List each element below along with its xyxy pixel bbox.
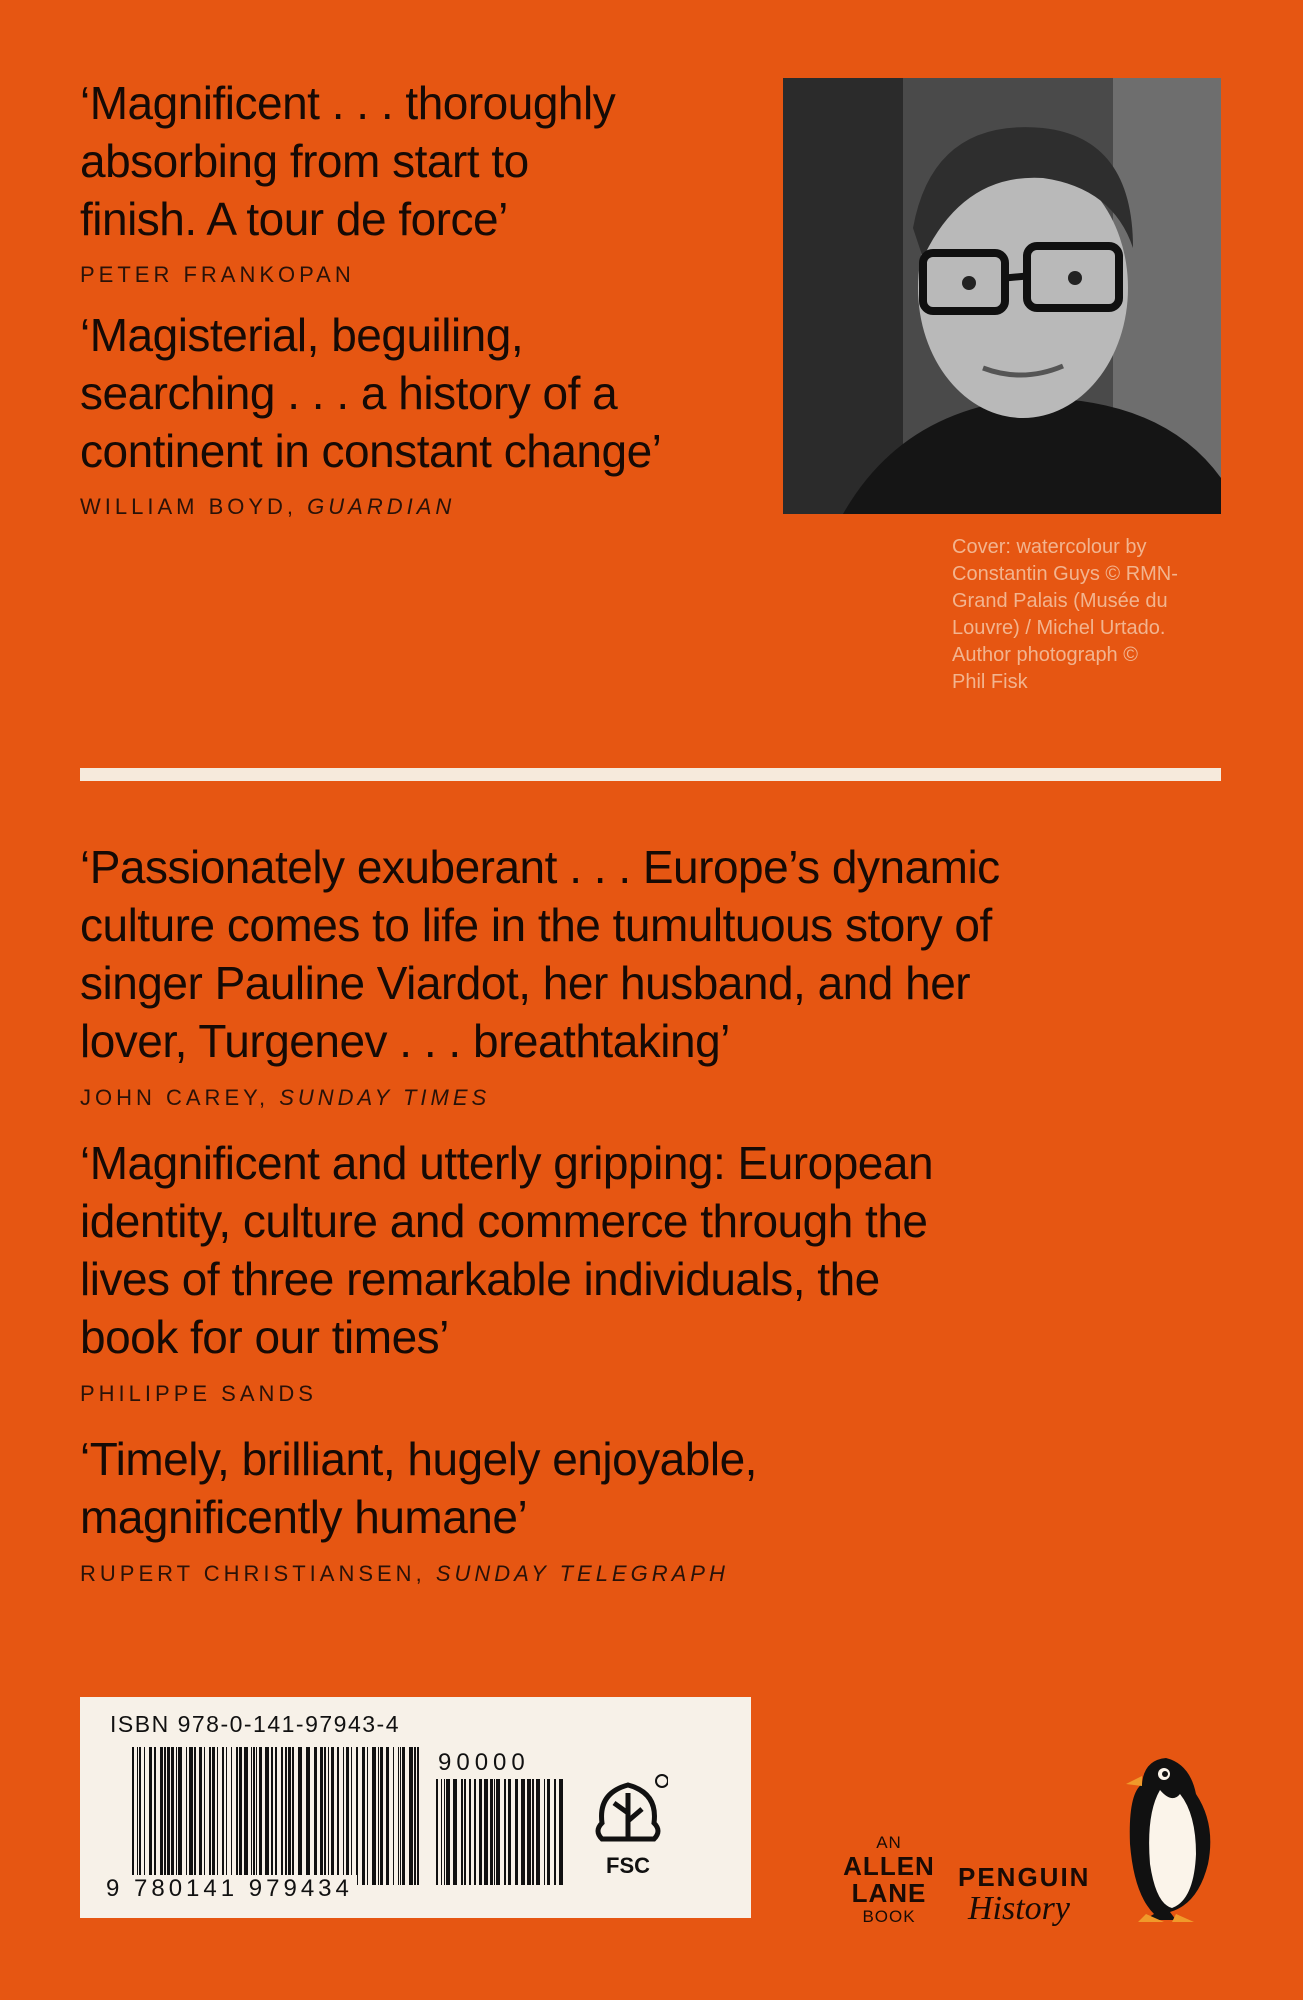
barcode-digits: 9 780141 979434	[106, 1875, 357, 1903]
barcode-bar	[496, 1779, 500, 1885]
barcode-bar	[139, 1747, 141, 1885]
barcode-bar	[281, 1747, 283, 1885]
barcode-bar	[328, 1747, 329, 1885]
barcode-bar	[532, 1779, 534, 1885]
barcode-bar	[453, 1779, 457, 1885]
barcode-panel	[80, 1697, 751, 1918]
imprint-book: BOOK	[862, 1907, 916, 1926]
barcode-bar	[414, 1747, 416, 1885]
barcode-bar	[256, 1747, 257, 1885]
barcode-bar	[479, 1779, 482, 1885]
divider	[80, 768, 1221, 781]
allen-lane-imprint	[843, 1833, 935, 1927]
barcode-bar	[259, 1747, 262, 1885]
quote-3-attribution	[80, 1085, 490, 1111]
barcode-bar	[253, 1747, 255, 1885]
barcode-bar	[306, 1747, 310, 1885]
barcode-bar	[484, 1779, 488, 1885]
barcode-bar	[490, 1779, 493, 1885]
barcode-bar	[285, 1747, 287, 1885]
barcode-bar	[544, 1779, 545, 1885]
barcode-bar	[547, 1779, 550, 1885]
barcode-bar	[386, 1747, 389, 1885]
quote-1: ‘Magnificent . . . thoroughly absorbing from start to finish. A tour de force’	[80, 77, 616, 245]
barcode-bar	[402, 1747, 405, 1885]
barcode-bar	[436, 1779, 438, 1885]
barcode-bar	[400, 1747, 401, 1885]
isbn-barcode	[132, 1747, 422, 1887]
quote-2-author: WILLIAM BOYD,	[80, 494, 298, 519]
barcode-bar	[236, 1747, 238, 1885]
barcode-bar	[324, 1747, 326, 1885]
barcode-bar	[298, 1747, 302, 1885]
barcode-bar	[446, 1779, 450, 1885]
quote-4-attribution	[80, 1381, 317, 1407]
quote-5: ‘Timely, brilliant, hugely enjoyable, magnificently humane’	[80, 1433, 757, 1543]
barcode-bar	[380, 1747, 383, 1885]
barcode-bar	[209, 1747, 211, 1885]
quote-5-attribution	[80, 1561, 729, 1587]
quote-5-source: SUNDAY TELEGRAPH	[435, 1561, 729, 1586]
barcode-bar	[444, 1779, 445, 1885]
barcode-bar	[251, 1747, 252, 1885]
imprint-allen: ALLEN	[843, 1851, 935, 1881]
quote-3-author: JOHN CAREY,	[80, 1085, 270, 1110]
barcode-bar	[508, 1779, 511, 1885]
barcode-bar	[521, 1779, 525, 1885]
barcode-bar	[244, 1747, 248, 1885]
quote-4: ‘Magnificent and utterly gripping: European identity, culture and commerce through the lives of three remarkable individuals, the book for our times’	[80, 1137, 934, 1363]
barcode-bar	[265, 1747, 269, 1885]
publisher-name: PENGUIN	[958, 1862, 1091, 1892]
barcode-bar	[178, 1747, 182, 1885]
barcode-bar	[314, 1747, 317, 1885]
barcode-bar	[275, 1747, 277, 1885]
barcode-bar	[536, 1779, 540, 1885]
barcode-bar	[288, 1747, 291, 1885]
barcode-bar	[167, 1747, 170, 1885]
barcode-bar	[132, 1747, 134, 1885]
barcode-bar	[186, 1747, 187, 1885]
barcode-bar	[154, 1747, 156, 1885]
barcode-bar	[176, 1747, 177, 1885]
imprint-an: AN	[876, 1833, 902, 1852]
barcode-bar	[346, 1747, 349, 1885]
imprint-lane: LANE	[851, 1878, 927, 1908]
price-barcode	[436, 1779, 566, 1889]
series-name: History	[968, 1890, 1070, 1927]
quote-1-attribution	[80, 262, 355, 288]
fsc-logo-icon	[588, 1773, 668, 1883]
cover-credit: Cover: watercolour by Constantin Guys © RMN- Grand Palais (Musée du Louvre) / Michel Urtado. Author photograph © Phil Fisk	[952, 536, 1178, 693]
svg-text:FSC: FSC	[606, 1853, 650, 1878]
quote-3-source: SUNDAY TIMES	[279, 1085, 491, 1110]
barcode-bar	[164, 1747, 166, 1885]
barcode-bar	[393, 1747, 394, 1885]
barcode-bar	[367, 1747, 368, 1885]
barcode-bar	[137, 1747, 138, 1885]
barcode-bar	[204, 1747, 205, 1885]
barcode-bar	[527, 1779, 531, 1885]
barcode-bar	[554, 1779, 556, 1885]
barcode-bar	[356, 1747, 358, 1885]
penguin-logo-icon	[1124, 1754, 1220, 1924]
barcode-bar	[378, 1747, 379, 1885]
barcode-bar	[194, 1747, 196, 1885]
barcode-bar	[171, 1747, 174, 1885]
quote-5-author: RUPERT CHRISTIANSEN,	[80, 1561, 426, 1586]
barcode-bar	[292, 1747, 294, 1885]
barcode-bar	[226, 1747, 227, 1885]
barcode-bar	[199, 1747, 202, 1885]
barcode-bar	[217, 1747, 218, 1885]
barcode-bar	[494, 1779, 495, 1885]
barcode-bar	[212, 1747, 215, 1885]
barcode-bar	[331, 1747, 334, 1885]
barcode-bar	[320, 1747, 323, 1885]
barcode-bar	[398, 1747, 399, 1885]
barcode-bar	[464, 1779, 466, 1885]
barcode-bar	[351, 1747, 352, 1885]
isbn-label: ISBN 978-0-141-97943-4	[110, 1711, 400, 1737]
quote-3: ‘Passionately exuberant . . . Europe’s dynamic culture comes to life in the tumultuous story of singer Pauline Viardot, her husband, and her lover, Turgenev . . . breathtaking’	[80, 841, 1000, 1067]
barcode-bar	[372, 1747, 376, 1885]
author-photo	[783, 78, 1221, 514]
barcode-bar	[231, 1747, 232, 1885]
barcode-bar	[469, 1779, 471, 1885]
barcode-bar	[362, 1747, 365, 1885]
author-portrait-illustration	[783, 78, 1221, 514]
barcode-bar	[144, 1747, 145, 1885]
barcode-bar	[409, 1747, 413, 1885]
quote-1-author: PETER FRANKOPAN	[80, 262, 355, 287]
barcode-bar	[222, 1747, 224, 1885]
quote-2-attribution	[80, 494, 455, 520]
barcode-bar	[239, 1747, 242, 1885]
barcode-bar	[160, 1747, 163, 1885]
barcode-bar	[474, 1779, 476, 1885]
barcode-bar	[461, 1779, 463, 1885]
barcode-bar	[271, 1747, 273, 1885]
barcode-bar	[149, 1747, 152, 1885]
quote-2: ‘Magisterial, beguiling, searching . . . a history of a continent in constant change’	[80, 309, 662, 477]
barcode-bar	[189, 1747, 193, 1885]
barcode-bar	[559, 1779, 563, 1885]
barcode-bar	[441, 1779, 442, 1885]
barcode-bar	[515, 1779, 518, 1885]
barcode-bar	[504, 1779, 506, 1885]
price-code: 90000	[438, 1749, 530, 1776]
quote-4-author: PHILIPPE SANDS	[80, 1381, 317, 1406]
barcode-bar	[343, 1747, 344, 1885]
quote-2-source: GUARDIAN	[307, 494, 456, 519]
barcode-bar	[337, 1747, 339, 1885]
barcode-bar	[417, 1747, 419, 1885]
